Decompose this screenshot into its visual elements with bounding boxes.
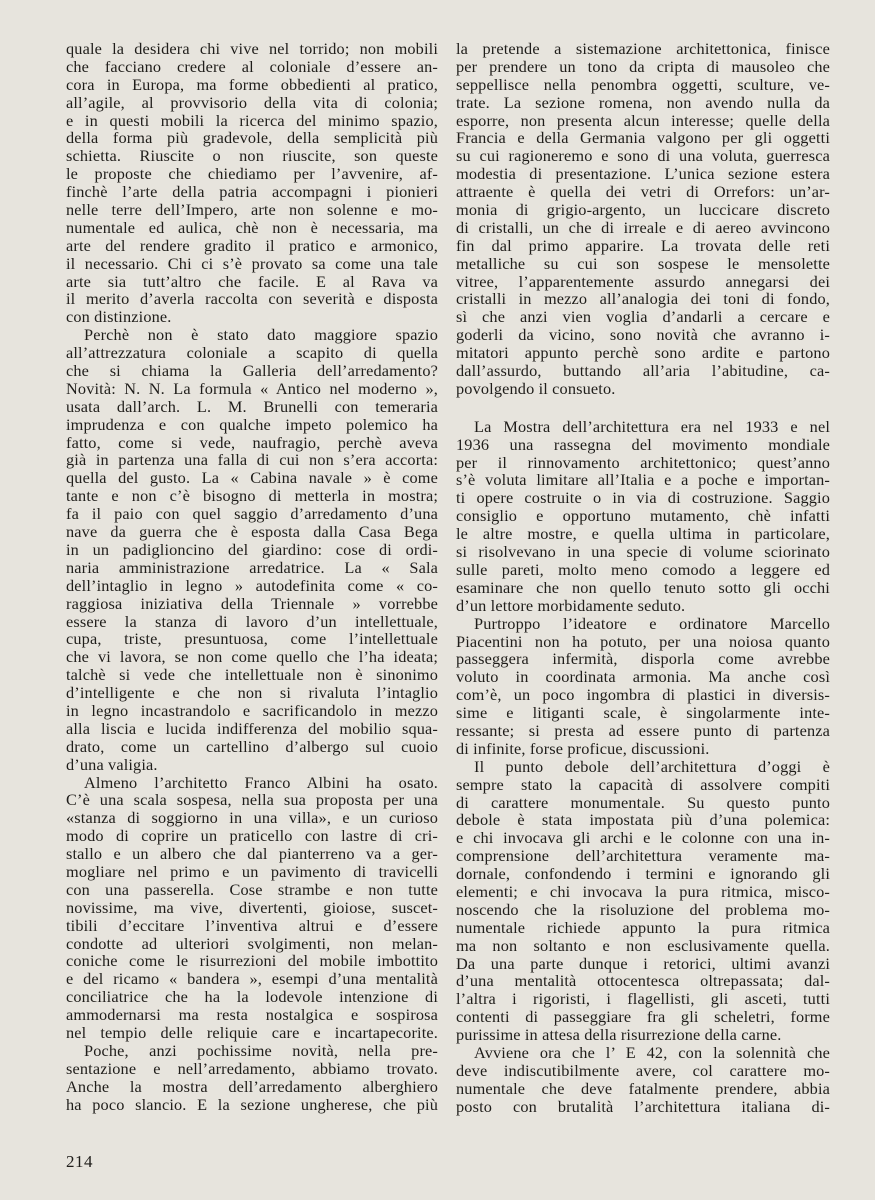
text-line: novissime, ma vive, divertenti, gioiose, suscet- (66, 897, 438, 917)
text-line: condotte ad ulteriori svolgimenti, non melan- (66, 933, 438, 953)
text-line: sime e litiganti scale, è singolarmente inte- (456, 703, 830, 723)
text-line: la pretende a sistemazione architettonica, finisce (456, 39, 830, 58)
text-line: mitatori appunto perchè sono ardite e partono (456, 343, 830, 363)
text-line: Poche, anzi pochissime novità, nella pre- (84, 1040, 438, 1060)
text-line: noscendo che la risoluzione del problema mo- (456, 899, 830, 919)
paragraph-gap (456, 398, 830, 418)
text-line: esporre, non presenta alcun interesse; quelle della (456, 110, 830, 130)
text-line: ammodernarsi ma resta nostalgica e sospirosa (66, 1005, 438, 1025)
text-line: posto con brutalità l’architettura italiana di- (456, 1096, 830, 1116)
text-line: raggiosa iniziativa della Triennale » vorrebbe (66, 593, 438, 613)
text-line: Almeno l’architetto Franco Albini ha osato. (84, 772, 438, 792)
text-line: le altre mostre, e quella ultima in particolare, (456, 524, 830, 544)
text-line: goderli da vicino, sono novità che avranno i- (456, 325, 830, 345)
text-line: monia di grigio-argento, un luccicare discreto (456, 200, 830, 220)
text-line: s’è voluta limitare all’Italia e a poche e importan- (456, 470, 830, 490)
text-line: arte del rendere gradito il pratico e armonico, (66, 235, 438, 255)
text-line: modestia di presentazione. L’unica sezione estera (456, 164, 830, 184)
text-line: coniche come le risurrezioni del mobile imbottito (66, 951, 438, 971)
text-line: fatto, come si vede, naufragio, perchè aveva (66, 432, 438, 452)
text-line: ti opere costruite o in via di costruzione. Saggio (456, 488, 830, 508)
text-line: Il punto debole dell’architettura d’oggi è (474, 756, 830, 776)
text-line: debole è stata impostata più d’una polemica: (456, 810, 830, 830)
text-line: deve indiscutibilmente avere, col carattere mo- (456, 1060, 830, 1080)
text-line: d’intelligente e che non si rivaluta l’intaglio (66, 683, 438, 703)
text-line: esaminare che non quello tenuto sotto gli occhi (456, 577, 830, 597)
text-line: vitree, l’apparentemente assurdo annegarsi dei (456, 271, 830, 291)
text-line: nel tempio delle reliquie care e incartapecorite. (66, 1022, 438, 1042)
text-line: drato, come un cartellino d’albergo sul cuoio (66, 736, 438, 756)
text-line: d’una valigia. (66, 754, 158, 774)
text-line: per prendere un tono da cripta di mausoleo che (456, 56, 830, 76)
text-line: con distinzione. (66, 307, 172, 327)
text-line: con una passerella. Cose strambe e non tutte (66, 879, 438, 899)
text-line: d’un lettore morbidamente seduto. (456, 595, 686, 615)
text-line: numentale richiede appunto la pura ritmica (456, 917, 830, 937)
text-line: per il rinnovamento architettonico; quest’anno (456, 452, 830, 472)
text-line: numentale ed aulica, chè non è necessaria, ma (66, 217, 438, 237)
text-line: cupa, triste, presuntuosa, come l’intellettuale (66, 629, 438, 649)
text-line: imprudenza e con qualche impeto polemico ha (66, 414, 438, 434)
text-line: 1936 una rassegna del movimento mondiale (456, 434, 830, 454)
text-line: e del ricamo « bandera », esempi d’una mentalità (66, 969, 438, 989)
text-line: il merito d’averla raccolta con severità e disposta (66, 289, 438, 309)
text-line: seppellisce nella penombra oggetti, sculture, ve- (456, 74, 830, 94)
text-line: com’è, un poco ingombra di plastici in diversis- (456, 685, 830, 705)
text-line: finchè l’arte della patria accompagni i pionieri (66, 182, 438, 202)
text-line: Piacentini non ha potuto, per una noiosa quanto (456, 631, 830, 651)
text-line: nelle terre dell’Impero, arte non solenne e mo- (66, 200, 438, 220)
text-line: cristalli in mezzo all’analogia dei toni di fondo, (456, 289, 830, 309)
text-line: dell’intaglio in legno » autodefinita come « co- (66, 575, 438, 595)
text-line: che si chiama la Galleria dell’arredamento? (66, 361, 438, 381)
text-line: passeggera infermità, disporla come avrebbe (456, 649, 830, 669)
text-line: schietta. Riuscite o non riuscite, son queste (66, 146, 438, 166)
text-line: dornale, confondendo i termini e ignorando gli (456, 864, 830, 884)
text-line: quale la desidera chi vive nel torrido; non mobili (66, 39, 438, 58)
text-line: il necessario. Chi ci s’è provato sa come una tale (66, 253, 438, 273)
text-line: mogliare nel primo e un pavimento di travicelli (66, 861, 438, 881)
text-line: fa il paio con quel saggio d’arredamento d’una (66, 504, 438, 524)
text-line: trate. La sezione romena, non avendo nulla da (456, 92, 830, 112)
text-line: già in partenza una falla di cui non s’era accorta: (66, 450, 438, 470)
text-line: tante e non c’è bisogno di metterla in mostra; (66, 486, 438, 506)
text-line: sì che anzi vien voglia d’andarli a cercare e (456, 307, 830, 327)
text-line: Da una parte dunque i retorici, ultimi avanzi (456, 953, 830, 973)
text-line: voluto in coordinata armonia. Ma anche così (456, 667, 830, 687)
text-line: attraente è quella dei vetri di Orrefors: un’ar- (456, 182, 830, 202)
text-line: in legno incastrandolo e sacrificandolo in mezzo (66, 700, 438, 720)
text-line: metalliche su cui son sospese le mensolette (456, 253, 830, 273)
text-line: Francia e della Germania valgono per gli oggetti (456, 128, 830, 148)
text-line: essere la stanza di lavoro d’un intellettuale, (66, 611, 438, 631)
text-line: La Mostra dell’architettura era nel 1933 e nel (474, 416, 830, 436)
text-line: consiglio e opportuno mutamento, chè infatti (456, 506, 830, 526)
text-line: talchè si vede che intellettuale non è sinonimo (66, 665, 438, 685)
text-line: cora in Europa, ma forme obbedienti al pratico, (66, 74, 438, 94)
page-number: 214 (66, 1152, 93, 1171)
text-line: all’agile, al provvisorio della vita di colonia; (66, 92, 438, 112)
text-line: purissime in attesa della risurrezione della carne. (456, 1025, 782, 1045)
text-line: che vi lavora, se non come quello che l’ha ideata; (66, 647, 438, 667)
text-line: tibili d’eccitare l’inventiva altrui e d’essere (66, 915, 438, 935)
text-line: numentale che deve fatalmente prendere, abbia (456, 1078, 830, 1098)
text-line: le proposte che chiediamo per l’avvenire, af- (66, 164, 438, 184)
text-line: conciliatrice che ha la lodevole intenzione di (66, 987, 438, 1007)
text-line: ressante; si presta ad essere punto di partenza (456, 720, 830, 740)
text-line: si risolvevano in una specie di volume sciorinato (456, 542, 830, 562)
text-line: naria amministrazione arredatrice. La « Sala (66, 557, 438, 577)
text-line: di infinite, forse proficue, discussioni. (456, 738, 710, 758)
text-line: di cristalli, un che di irreale e di aereo avvincono (456, 217, 830, 237)
text-line: l’altra i rigoristi, i flagellisti, gli asceti, tutti (456, 989, 830, 1009)
text-line: di carattere monumentale. Su questo punto (456, 792, 830, 812)
text-line: stallo e un albero che dal pianterreno va a ger- (66, 844, 438, 864)
text-line: Purtroppo l’ideatore e ordinatore Marcello (474, 613, 830, 633)
text-line: arte sia tutt’altro che facile. E al Rava va (66, 271, 438, 291)
text-line: sulle pareti, molto meno comodo a leggere ed (456, 559, 830, 579)
text-line: e in questi mobili la ricerca del minimo spazio, (66, 110, 438, 130)
text-line: nave da guerra che è esposta dalla Casa Bega (66, 522, 438, 542)
text-line: che facciano credere al coloniale d’essere an- (66, 56, 438, 76)
text-line: su cui ragioneremo e sono di una voluta, guerresca (456, 146, 830, 166)
text-line: quella del gusto. La « Cabina navale » è come (66, 468, 438, 488)
text-line: ma non soltanto e non esclusivamente quella. (456, 935, 830, 955)
text-line: contenti di passeggiare fra gli scheletri, forme (456, 1007, 830, 1027)
left-text-column (66, 40, 438, 1113)
text-line: povolgendo il consueto. (456, 378, 616, 398)
text-line: modo di coprire un praticello con lastre di cri- (66, 826, 438, 846)
text-line: all’attrezzatura coloniale a scapito di quella (66, 343, 438, 363)
text-line: Perchè non è stato dato maggiore spazio (84, 325, 438, 345)
text-line: d’una mentalità ottocentesca oltrepassata; dal- (456, 971, 830, 991)
text-line: alla liscia e lucida indifferenza del mobilio squa- (66, 718, 438, 738)
text-line: Novità: N. N. La formula « Antico nel moderno », (66, 378, 438, 398)
text-line: Anche la mostra dell’arredamento alberghiero (66, 1076, 438, 1096)
text-line: Avviene ora che l’ E 42, con la solennità che (474, 1042, 830, 1062)
text-line: elementi; e chi invocava la pura ritmica, misco- (456, 881, 830, 901)
text-line: ha poco slancio. E la sezione ungherese, che più (66, 1094, 438, 1114)
text-line: C’è una scala sospesa, nella sua proposta per una (66, 790, 438, 810)
text-line: «stanza di soggiorno in una villa», e un curioso (66, 808, 438, 828)
text-line: dall’assurdo, buttando all’aria l’abitudine, ca- (456, 361, 830, 381)
right-text-column (456, 40, 830, 1116)
text-line: sempre stato la capacità di assolvere compiti (456, 774, 830, 794)
text-line: comprensione dell’architettura veramente ma- (456, 846, 830, 866)
text-line: usata dall’arch. L. M. Brunelli con temeraria (66, 396, 438, 416)
text-line: della forma più gradevole, della semplicità più (66, 128, 438, 148)
text-line: sentazione e nell’arredamento, abbiamo trovato. (66, 1058, 438, 1078)
text-line: fin dal primo apparire. La trovata delle reti (456, 235, 830, 255)
text-line: e chi invocava gli archi e le colonne con una in- (456, 828, 830, 848)
text-line: in un padiglioncino del giardino: cose di ordi- (66, 539, 438, 559)
